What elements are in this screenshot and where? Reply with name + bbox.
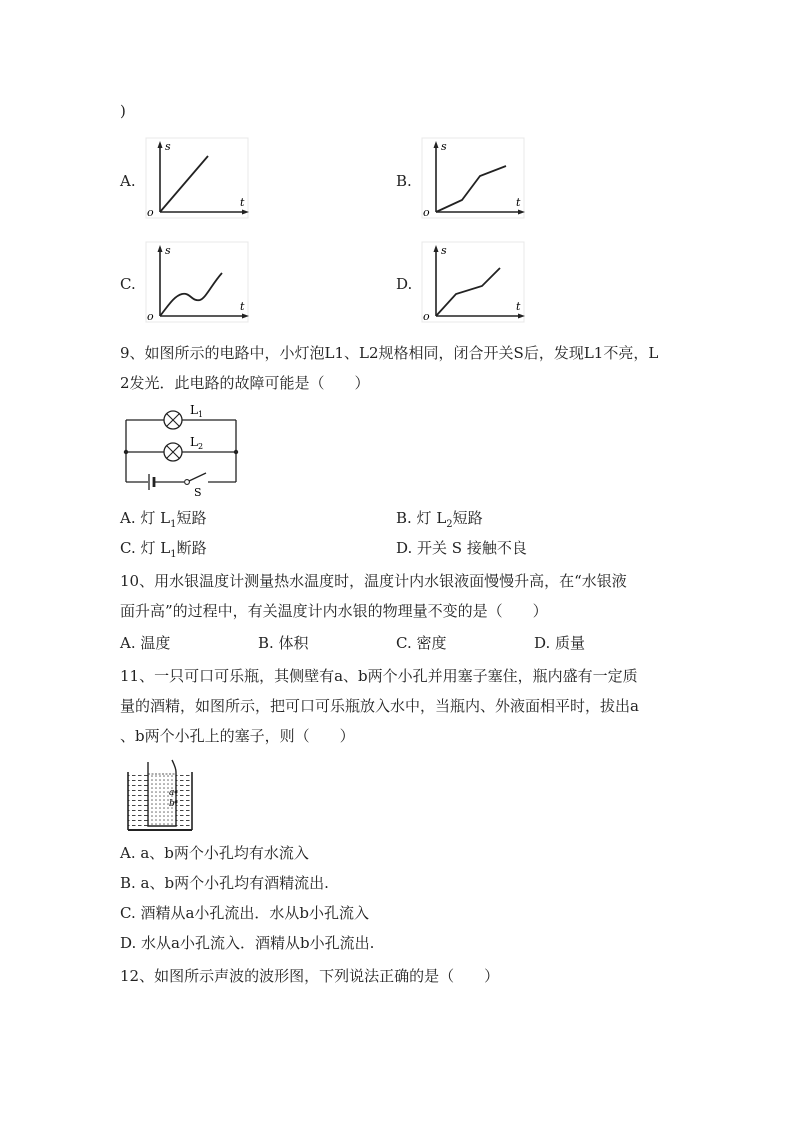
q9-circuit-diagram — [118, 400, 248, 498]
q11-option-a[interactable]: A. a、b两个小孔均有水流入 — [120, 844, 309, 862]
hole-a — [175, 791, 178, 794]
q9-stem-line1: 9、如图所示的电路中，小灯泡L1、L2规格相同，闭合开关S后，发现L1不亮，L — [120, 344, 659, 362]
hole-a-label: a — [169, 788, 175, 798]
q10-stem-line1: 10、用水银温度计测量热水温度时，温度计内水银液面慢慢升高，在“水银液 — [120, 572, 627, 590]
q11-option-d[interactable]: D. 水从a小孔流入．酒精从b小孔流出. — [120, 934, 375, 952]
q8-b-axis-t: t — [516, 196, 521, 209]
switch-label: S — [194, 486, 202, 498]
q8-b-line — [436, 166, 506, 212]
q8-a-axis-s: s — [165, 140, 171, 153]
q11-option-c[interactable]: C. 酒精从a小孔流出．水从b小孔流入 — [120, 904, 370, 922]
q8-d-axis-s: s — [441, 244, 447, 257]
q8-option-b-label[interactable]: B. — [396, 172, 412, 190]
hole-b — [175, 801, 178, 804]
q11-stem-line2: 量的酒精，如图所示，把可口可乐瓶放入水中，当瓶内、外液面相平时，拔出a — [120, 697, 639, 715]
q8-option-a-label[interactable]: A. — [120, 172, 136, 190]
q8-graph-d — [420, 240, 526, 324]
q9-stem-line2: 2发光．此电路的故障可能是（ ） — [120, 374, 370, 392]
junction-right — [234, 450, 238, 454]
q10-option-d[interactable]: D. 质量 — [534, 634, 586, 652]
q8-b-axis-s: s — [441, 140, 447, 153]
q8-graph-a — [144, 136, 250, 220]
q11-bottle-in-water-diagram — [126, 758, 196, 834]
q8-c-axis-s: s — [165, 244, 171, 257]
q8-graph-c — [144, 240, 250, 324]
junction-left — [124, 450, 128, 454]
q8-d-axis-t: t — [516, 300, 521, 313]
q8-a-line — [160, 156, 208, 212]
q8-a-axis-t: t — [240, 196, 245, 209]
q10-stem-line2: 面升高”的过程中，有关温度计内水银的物理量不变的是（ ） — [120, 602, 548, 620]
q8-b-origin: o — [423, 206, 430, 219]
q9-option-d[interactable]: D. 开关 S 接触不良 — [396, 539, 527, 557]
q8-option-c-label[interactable]: C. — [120, 275, 136, 293]
hole-b-label: b — [169, 799, 175, 809]
q11-option-b[interactable]: B. a、b两个小孔均有酒精流出. — [120, 874, 329, 892]
q10-option-b[interactable]: B. 体积 — [258, 634, 309, 652]
q8-c-origin: o — [147, 310, 154, 323]
q8-a-origin: o — [147, 206, 154, 219]
q10-option-c[interactable]: C. 密度 — [396, 634, 447, 652]
q8-c-curve — [160, 273, 222, 316]
q8-continuation: ) — [120, 102, 126, 120]
q12-stem-line1: 12、如图所示声波的波形图，下列说法正确的是（ ） — [120, 967, 500, 985]
q9-option-b[interactable]: B. 灯 $L_2$短路 — [396, 509, 483, 530]
q10-option-a[interactable]: A. 温度 — [120, 634, 171, 652]
lamp-l2-label: $L_2$ — [190, 435, 204, 451]
q9-option-c[interactable]: C. 灯 $L_1$断路 — [120, 539, 207, 560]
q11-stem-line1: 11、一只可口可乐瓶，其侧壁有a、b两个小孔并用塞子塞住，瓶内盛有一定质 — [120, 667, 638, 685]
q8-d-line — [436, 268, 500, 316]
switch-icon — [185, 480, 190, 485]
q8-option-d-label[interactable]: D. — [396, 275, 413, 293]
q11-stem-line3: 、b两个小孔上的塞子，则（ ） — [120, 727, 355, 745]
q8-c-axis-t: t — [240, 300, 245, 313]
q8-graph-b — [420, 136, 526, 220]
q8-d-origin: o — [423, 310, 430, 323]
q9-option-a[interactable]: A. 灯 $L_1$短路 — [120, 509, 207, 530]
lamp-l1-label: $L_1$ — [190, 403, 204, 419]
